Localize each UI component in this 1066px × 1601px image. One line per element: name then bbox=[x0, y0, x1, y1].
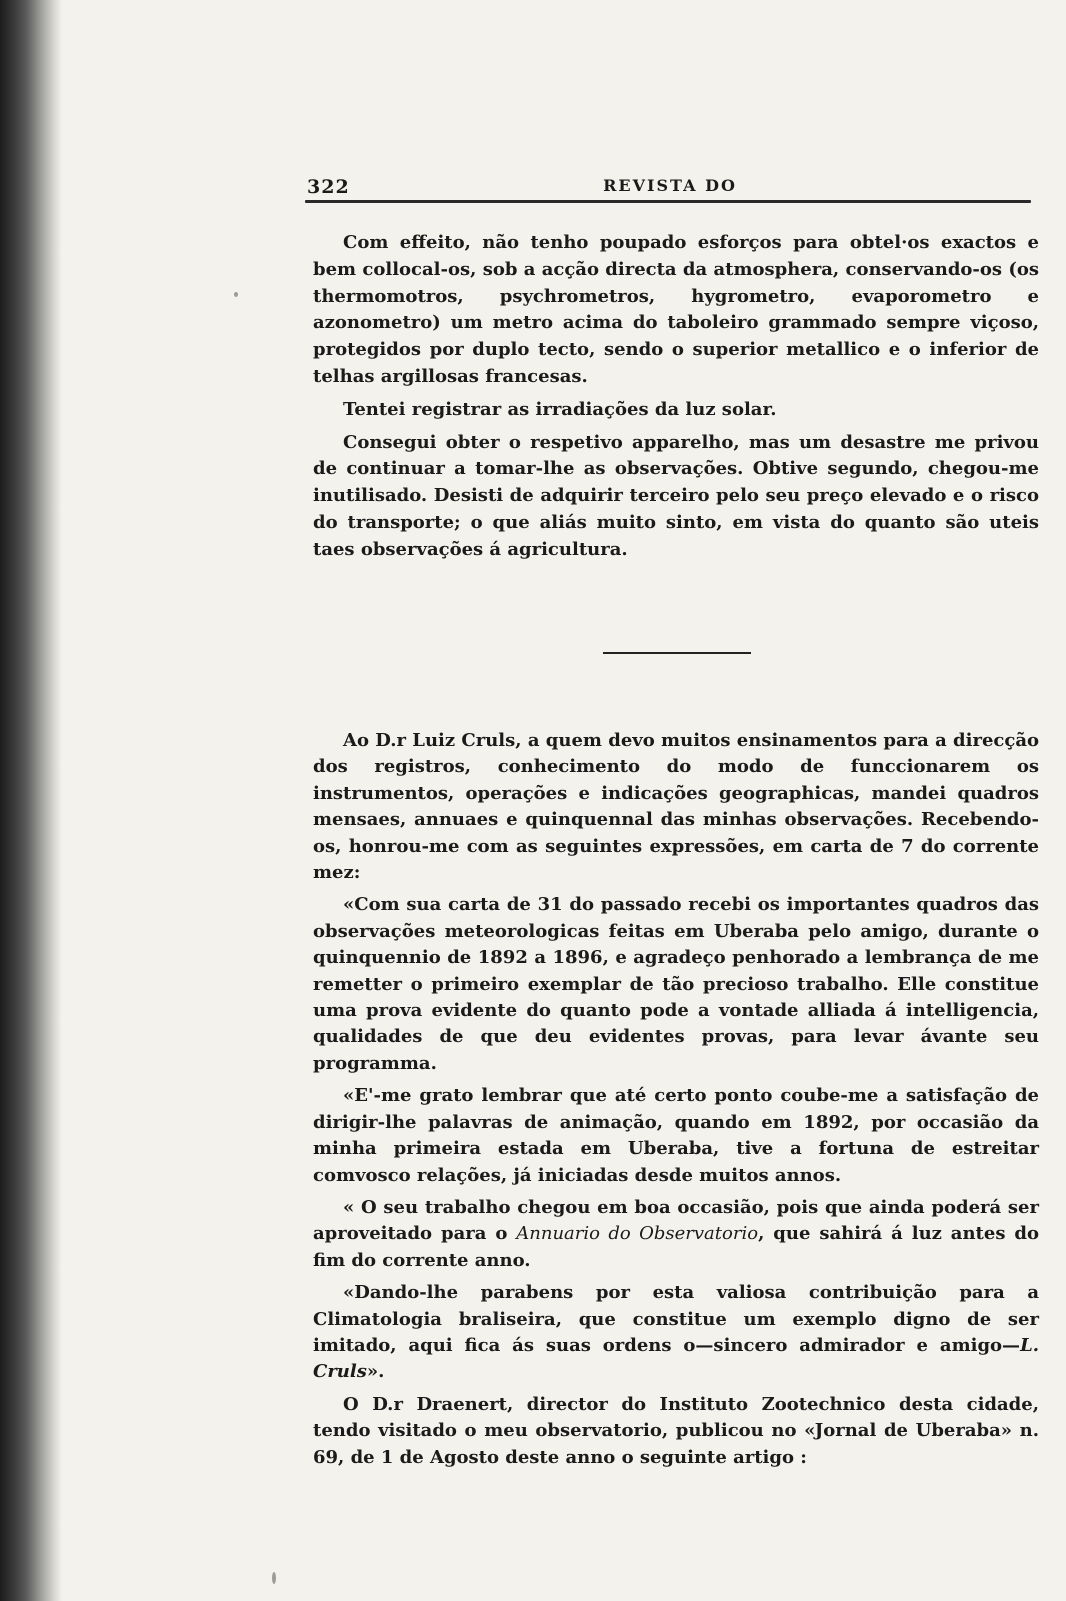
quote-text: , que sahirá á luz antes do fim do corrente anno. bbox=[313, 1223, 1039, 1271]
section-separator-rule bbox=[603, 652, 751, 654]
text-block-observations bbox=[313, 230, 1039, 570]
quote-paragraph: «E'-me grato lembrar que até certo ponto coube-me a satisfação de dirigir-lhe palavras de animação, quando em 1892, por occasião da minha primeira estada em Uberaba, tive a fortuna de estreitar comvosco relações, já iniciadas desde muitos annos. bbox=[313, 1085, 1039, 1186]
paragraph-intro: Ao D.r Luiz Cruls, a quem devo muitos ensinamentos para a direcção dos registros, conhecimento do modo de funccionarem os instrumentos, operações e indicações geographicas, mandei quadros mensaes, annuaes e quinquennal das minhas observações. Recebendo-os, honrou-me com as seguintes expressões, em carta de 7 do corrente mez: bbox=[313, 730, 1039, 884]
ink-speck bbox=[272, 1572, 276, 1584]
quote-text: ». bbox=[366, 1361, 385, 1383]
quote-text: « O seu trabalho chegou em boa occasião, pois que ainda poderá ser aproveitado para o bbox=[313, 1196, 1039, 1245]
paragraph-closing: O D.r Draenert, director do Instituto Zootechnico desta cidade, tendo visitado o meu observatorio, publicou no «Jornal de Uberaba» n. 69, de 1 de Agosto deste anno o seguinte artigo : bbox=[313, 1393, 1039, 1468]
journal-title: REVISTA DO bbox=[603, 176, 737, 195]
header-rule bbox=[305, 200, 1031, 203]
quote-paragraph: «Com sua carta de 31 do passado recebi os importantes quadros das observações meteorologicas feitas em Uberaba pelo amigo, durante o quinquennio de 1892 a 1896, e agradeço penhorado a lembrança de me remetter o primeiro exemplar de tão precioso trabalho. Elle constitue uma prova evidente do quanto pode a vontade alliada á intelligencia, qualidades de que deu evidentes provas, para levar ávante seu programma. bbox=[313, 894, 1039, 1074]
paragraph: Com effeito, não tenho poupado esforços para obtel·os exactos e bem collocal-os, sob a acção directa da atmosphera, conservando-os (os thermomotros, psychrometros, hygrometro, evaporometro e azonometro) um metro acima do taboleiro grammado sempre viçoso, protegidos por duplo tecto, sendo o superior metallico e o inferior de telhas argillosas francesas. bbox=[313, 232, 1039, 387]
quote-paragraph bbox=[313, 1195, 1039, 1274]
ink-speck bbox=[234, 292, 238, 297]
text-block-correspondence bbox=[313, 728, 1039, 1477]
book-binding-edge bbox=[0, 0, 62, 1601]
quote-paragraph bbox=[313, 1280, 1039, 1386]
signature: L. Cruls bbox=[313, 1334, 1039, 1383]
running-head bbox=[305, 172, 1035, 202]
paragraph: Consegui obter o respetivo apparelho, mas um desastre me privou de continuar a tomar-lhe as observações. Obtive segundo, chegou-me inutilisado. Desisti de adquirir terceiro pelo seu preço elevado e o risco do transporte; o que aliás muito sinto, em vista do quanto são uteis taes observações á agricultura. bbox=[313, 431, 1039, 560]
paragraph: Tentei registrar as irradiações da luz solar. bbox=[343, 398, 777, 420]
quote-text: «Dando-lhe parabens por esta valiosa contribuição para a Climatologia braliseira, que constitue um exemplo digno de ser imitado, aqui fica ás suas ordens o—sincero admirador e amigo— bbox=[313, 1282, 1039, 1356]
publication-title: Annuario do Observatorio bbox=[516, 1223, 759, 1245]
page-number: 322 bbox=[307, 176, 350, 198]
